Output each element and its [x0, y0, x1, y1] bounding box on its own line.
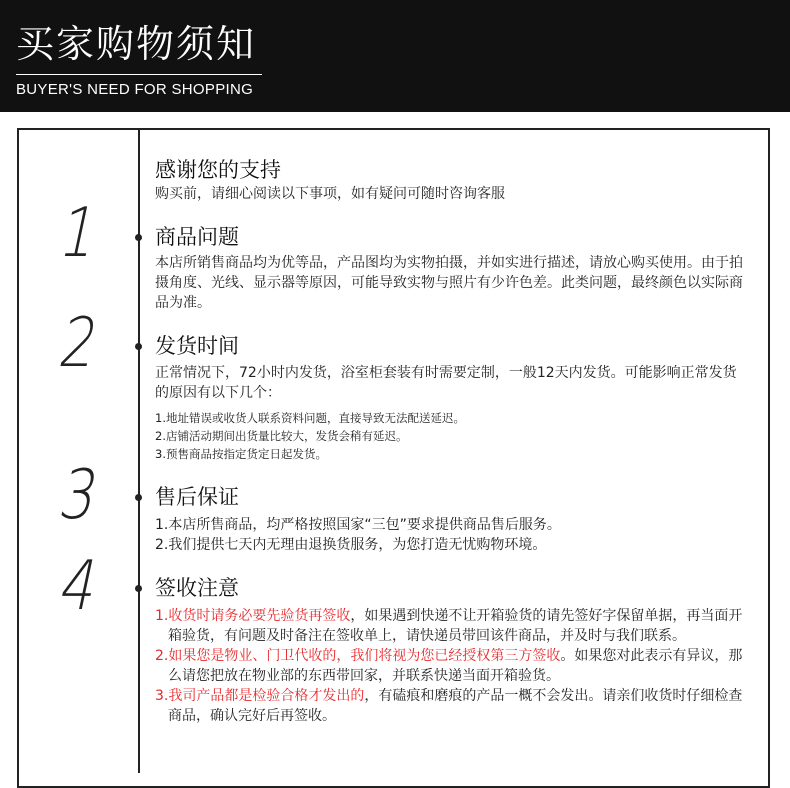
section-title-4: 签收注意: [155, 576, 239, 600]
section-text-1: 本店所销售商品均为优等品，产品图均为实物拍摄，并如实进行描述，请放心购买使用。由于拍摄角度、光线、显示器等原因，可能导致实物与照片有少许色差。此类问题，最终颜色以实际商品为准。: [155, 255, 743, 311]
section-number-3: 3: [52, 456, 106, 535]
section-notes-2: [155, 409, 750, 463]
timeline-dot-1: [135, 234, 142, 241]
timeline-dot-3: [135, 494, 142, 501]
intro-text: 购买前，请细心阅读以下事项，如有疑问可随时咨询客服: [155, 186, 505, 202]
list-item: 1.收货时请务必要先验货再签收，如果遇到快递不让开箱验货的请先签好字保留单据，再当面开箱验货，有问题及时备注在签收单上，请快递员带回该件商品，并及时与我们联系。: [155, 608, 743, 644]
section-number-2: 2: [52, 304, 106, 383]
section-title-1: 商品问题: [155, 225, 239, 249]
timeline-dot-2: [135, 343, 142, 350]
timeline-line: [138, 128, 140, 773]
highlight-text: 如果您是物业、门卫代收的，我们将视为您已经授权第三方签收: [168, 648, 561, 664]
title-underline: [16, 74, 262, 75]
highlight-text: 收货时请务必要先验货再签收: [168, 608, 351, 624]
list-item: 1.本店所售商品，均严格按照国家“三包”要求提供商品售后服务。: [155, 517, 561, 533]
section-number-1: 1: [52, 194, 106, 273]
section-items-3: [155, 515, 750, 555]
page-subtitle: BUYER'S NEED FOR SHOPPING: [16, 81, 254, 98]
note-item: 3.预售商品按指定货定日起发货。: [155, 447, 327, 461]
note-item: 2.店铺活动期间出货量比较大，发货会稍有延迟。: [155, 429, 408, 443]
intro-title: 感谢您的支持: [155, 158, 281, 182]
section-text-2: 正常情况下，72小时内发货，浴室柜套装有时需要定制，一般12天内发货。可能影响正常发货的原因有以下几个：: [155, 365, 737, 401]
list-item: 2.我们提供七天内无理由退换货服务，为您打造无忧购物环境。: [155, 537, 547, 553]
section-title-3: 售后保证: [155, 485, 239, 509]
timeline-dot-4: [135, 585, 142, 592]
note-item: 1.地址错误或收货人联系资料问题，直接导致无法配送延迟。: [155, 411, 465, 425]
list-item: 2.如果您是物业、门卫代收的，我们将视为您已经授权第三方签收。如果您对此表示有异议，那么请您把放在物业部的东西带回家，并联系快递当面开箱验货。: [155, 648, 743, 684]
section-number-4: 4: [52, 547, 106, 626]
highlight-text: 我司产品都是检验合格才发出的: [168, 688, 365, 704]
section-items-4: [155, 606, 745, 726]
list-item: 3.我司产品都是检验合格才发出的，有磕痕和磨痕的产品一概不会发出。请亲们收货时仔细检查商品，确认完好后再签收。: [155, 688, 743, 724]
section-title-2: 发货时间: [155, 334, 239, 358]
page-title: 买家购物须知: [16, 22, 257, 66]
page-header: [0, 0, 790, 112]
